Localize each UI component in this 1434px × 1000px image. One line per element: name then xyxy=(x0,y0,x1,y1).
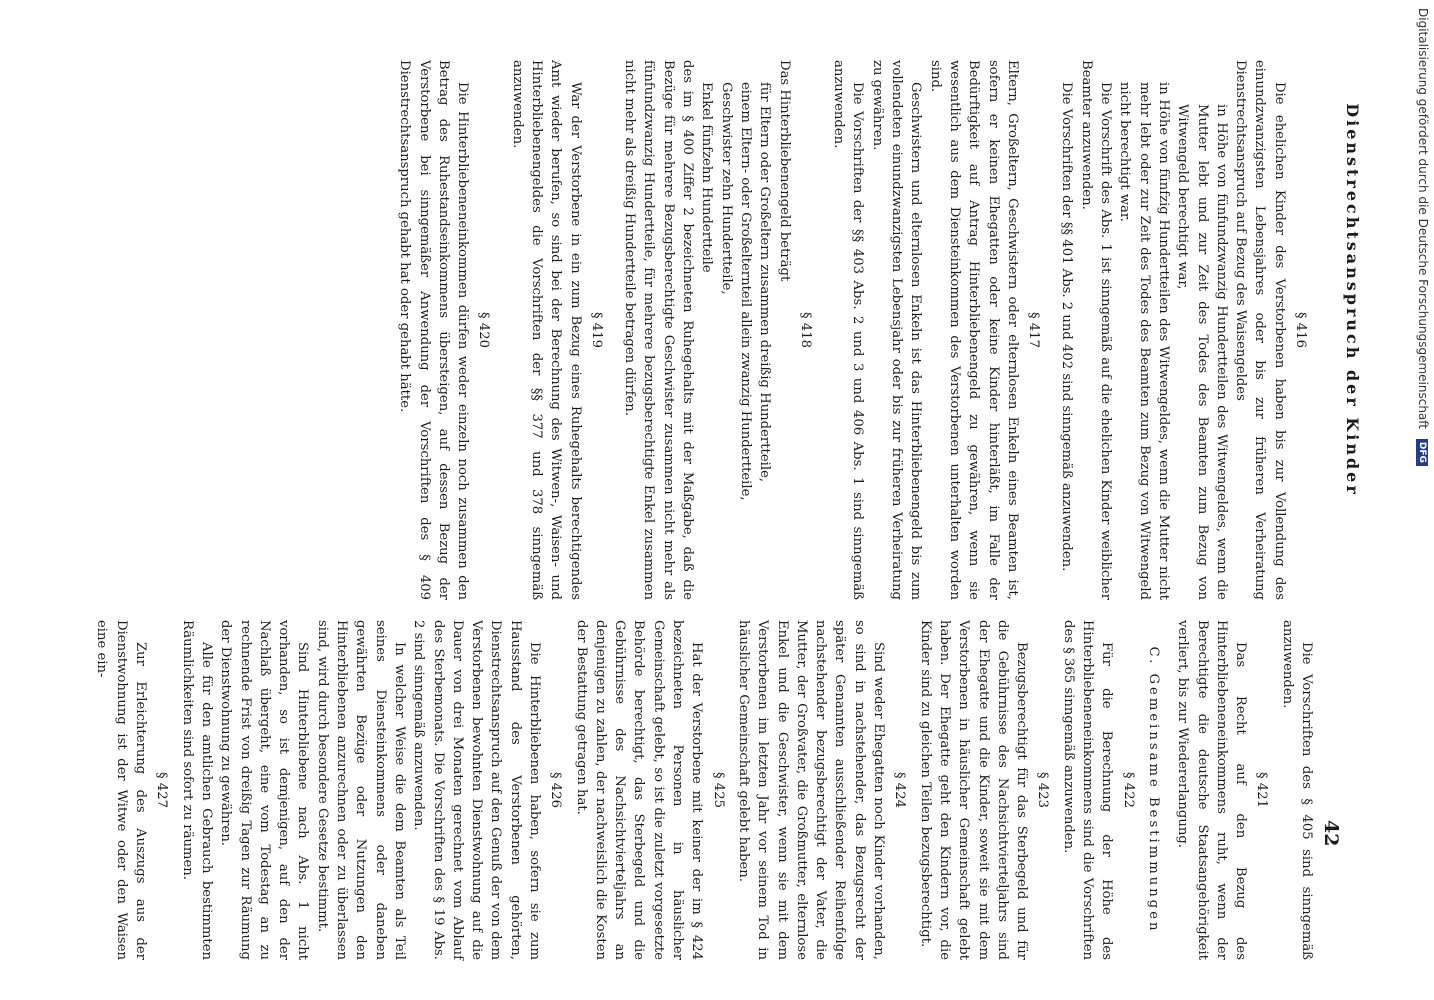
digitization-watermark xyxy=(1416,8,1430,466)
section-421-heading: § 421 xyxy=(1254,772,1270,808)
section-419-heading: § 419 xyxy=(588,312,604,348)
section-425-heading: § 425 xyxy=(710,772,726,808)
right-column-top-text: Die Vorschriften des § 405 sind sinngemäß anzuwenden. xyxy=(1279,620,1314,960)
section-423-text: Bezugsberechtigt für das Sterbegeld und für die Gebührnisse des Nachsichtvierteljahrs sind der Ehegatte und die Kinder, soweit sie mit dem Verstorbenen in häuslicher Gemeinschaft gelebt haben. Der Ehegatte geht den Kindern vor, die Kinder sind zu gleichen Teilen bezugsberechtigt. xyxy=(917,620,1030,960)
section-423-heading: § 423 xyxy=(1035,772,1051,808)
page-number: 42 xyxy=(1320,820,1342,847)
dfg-logo-icon: DFG xyxy=(1417,439,1429,466)
section-427-text: Zur Erleichterung des Auszugs aus der Dienstwohnung ist der Witwe oder den Waisen eine ein- xyxy=(94,620,149,960)
section-416-heading: § 416 xyxy=(1293,312,1308,348)
section-426-text: Die Hinterbliebenen haben, sofern sie zum Hausstand des Verstorbenen gehörten, Dienstrechtsanspruch auf den Genuß der von dem Verstorbenen bewohnten Dienstwohnung auf die Dauer von drei Monaten gerechnet vom Ablauf des Sterbemonats. Die Vorschriften des § 19 Abs. 2 sind sinngemäß anzuwenden. xyxy=(411,620,543,960)
section-418-item-2: einem Eltern- oder Großelternteil allein zwanzig Hundertteile, xyxy=(737,82,753,501)
section-417-text: Eltern, Großeltern, Geschwistern oder elternlosen Enkeln eines Beamten ist, sofern er keinen Ehegatten oder keine Kinder hinterläßt, im Falle der Bedürftigkeit auf Antrag Hinterbliebenengeld zu gewähren, wenn sie wesentlich aus dem Diensteinkommen des Verstorbenen unterhalten worden sind. xyxy=(927,60,1020,600)
section-422-heading: § 422 xyxy=(1120,772,1136,808)
section-418-text: des im § 400 Ziffer 2 bezeichneten Ruhegehalts mit der Maßgabe, daß die Bezüge für mehrere Bezugsberechtigte Geschwister zusammen nicht mehr als fünfundzwanzig Hundertteile, für mehrere bezugsberechtigte Enkel zusammen nicht mehr als dreißig Hundertteile betragen dürfen. xyxy=(622,60,696,600)
section-416-item-2: in Höhe von fünfzig Hundertteilen des Witwengeldes, wenn die Mutter nicht mehr lebt oder zur Zeit des Todes des Beamten zum Bezug von Witwengeld nicht berechtigt war. xyxy=(1117,82,1171,600)
section-416-paragraph-3: Die Vorschriften der §§ 401 Abs. 2 und 402 sind sinngemäß anzuwenden. xyxy=(1059,82,1075,572)
section-420-heading: § 420 xyxy=(476,312,492,348)
section-426-paragraph-4: Alle für den amtlichen Gebrauch bestimmten Räumlichkeiten sind sofort zu räumen. xyxy=(179,620,214,960)
section-421-text: Das Recht auf den Bezug des Hinterbliebeneneinkommens ruht, wenn der Berechtigte die deutsche Staatsangehörigkeit verliert, bis zur Wiedererlangung. xyxy=(1175,620,1249,960)
right-column xyxy=(92,620,1316,960)
section-420-text: Die Hinterbliebeneneinkommen dürfen weder einzeln noch zusammen den Betrag des Ruhestandseinkommens übersteigen, auf dessen Bezug der Verstorbene bei sinngemäßer Anwendung der Vorschriften des § 409 Dienstrechtsanspruch gehabt hat oder gehabt hätte. xyxy=(397,60,471,600)
section-419-text: War der Verstorbene in ein zum Bezug eines Ruhegehalts berechtigendes Amt wieder berufen, so sind bei der Berechnung des Witwen-, Waisen- und Hinterbliebenengeldes die Vorschriften der §§ 377 und 378 sinngemäß anzuwenden. xyxy=(509,60,583,600)
section-418-item-4: Enkel fünfzehn Hundertteile xyxy=(699,82,715,273)
section-422-text: Für die Berechnung der Höhe des Hinterbliebeneneinkommens sind die Vorschriften des § 365 sinngemäß anzuwenden. xyxy=(1060,620,1115,960)
section-416-text: Die ehelichen Kinder des Verstorbenen haben bis zur Vollendung des einundzwanzigsten Lebensjahres oder bis zur früheren Verheiratung Dienstrechtsanspruch auf Bezug des Waisengeldes xyxy=(1233,60,1287,600)
section-427-heading: § 427 xyxy=(154,772,170,808)
section-418-item-3: Geschwister zehn Hundertteile, xyxy=(718,82,734,295)
section-418-intro: Das Hinterbliebenengeld beträgt xyxy=(776,60,792,282)
section-426-paragraph-3: Sind Hinterbliebene nach Abs. 1 nicht vorhanden, so ist demjenigen, auf den der Nachlaß übergeht, eine vom Todestag an zu rechnende Frist von dreißig Tagen zur Räumung der Dienstwohnung zu gewähren. xyxy=(218,620,311,960)
section-417-paragraph-3: Die Vorschriften der §§ 403 Abs. 2 und 3 und 406 Abs. 1 sind sinngemäß anzuwenden. xyxy=(831,60,866,600)
section-426-heading: § 426 xyxy=(548,772,564,808)
watermark-text: Digitalisierung gefördert durch die Deutsche Forschungsgemeinschaft xyxy=(1416,8,1430,430)
section-424-text: Sind weder Ehegatten noch Kinder vorhanden, so sind in nachstehender, das Bezugsrecht der später Genannten ausschließender Reihenfolge nachstehender bezugsberechtigt der Vater, die Mutter, der Großvater, die Großmutter, elternlose Enkel und die Geschwister, wenn sie mit dem Verstorbenen im letzten Jahr vor seinem Tod in häuslicher Gemeinschaft gelebt haben. xyxy=(735,620,887,960)
left-column xyxy=(395,60,1316,600)
section-417-heading: § 417 xyxy=(1026,312,1042,348)
section-418-heading: § 418 xyxy=(797,312,813,348)
section-424-heading: § 424 xyxy=(892,772,908,808)
section-c-heading: C. Gemeinsame Bestimmungen xyxy=(1145,646,1161,934)
section-417-paragraph-2: Geschwistern und elternlosen Enkeln ist das Hinterbliebenengeld bis zum vollendeten einundzwanzigsten Lebensjahr oder bis zur früheren Verheiratung zu gewähren. xyxy=(869,60,924,600)
section-416-item-1: in Höhe von fünfundzwanzig Hundertteilen des Witwengeldes, wenn die Mutter lebt und zur Zeit des Todes des Beamten zum Bezug von Witwengeld berechtigt war, xyxy=(1175,104,1229,600)
section-416-paragraph-2: Die Vorschrift des Abs. 1 ist sinngemäß auf die ehelichen Kinder weiblicher Beamter anzuwenden. xyxy=(1078,60,1114,600)
running-head: Dienstrechtsanspruch der Kinder xyxy=(1343,103,1362,497)
section-426-paragraph-2: In welcher Weise die dem Beamten als Teil seines Diensteinkommens oder daneben gewährten Bezüge oder Nutzungen den Hinterbliebenen anzurechnen oder zu überlassen sind, wird durch besondere Gesetze bestimmt. xyxy=(314,620,407,960)
section-425-text: Hat der Verstorbene mit keiner der im § 424 bezeichneten Personen in häuslicher Gemeinschaft gelebt, so ist die zuletzt vorgesetzte Behörde berechtigt, das Sterbegeld und die Gebührnisse des Nachsichtvierteljahrs an denjenigen zu zahlen, der nachweislich die Kosten der Bestattung getragen hat. xyxy=(573,620,705,960)
section-418-item-1: für Eltern oder Großeltern zusammen dreißig Hundertteile, xyxy=(757,82,773,483)
